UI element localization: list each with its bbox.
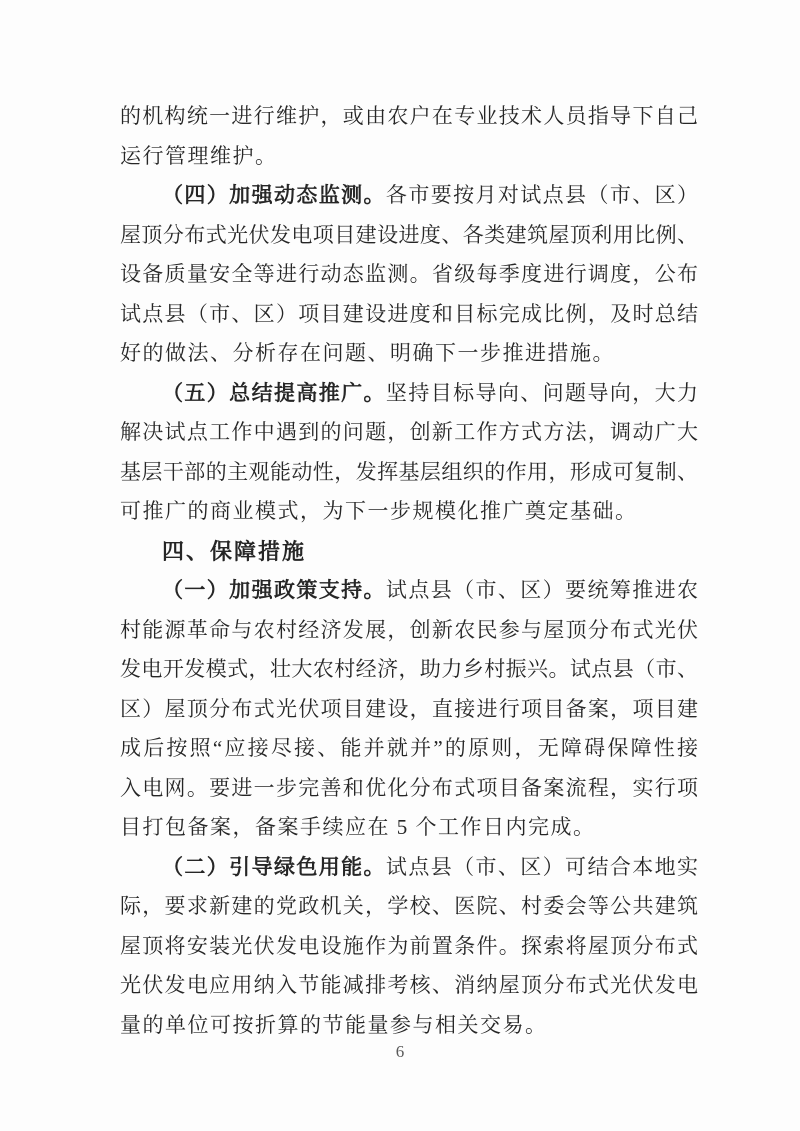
text-line — [120, 887, 698, 927]
body-text: 光伏发电应用纳入节能减排考核、消纳屋顶分布式光伏发电 — [120, 973, 698, 997]
emphasis-text: （二）引导绿色用能。 — [162, 854, 386, 879]
body-text: 设备质量安全等进行动态监测。省级每季度进行调度，公布 — [120, 262, 698, 286]
body-text: 试点县（市、区）可结合本地实 — [385, 854, 699, 879]
text-line — [120, 848, 698, 888]
text-line — [120, 453, 698, 493]
text-line — [120, 413, 698, 453]
text-line — [120, 927, 698, 967]
text-line — [120, 1006, 698, 1046]
body-text: 屋顶将安装光伏发电设施作为前置条件。探索将屋顶分布式 — [120, 933, 698, 958]
page-number: 6 — [395, 1042, 405, 1061]
text-line — [120, 255, 698, 295]
text-line — [120, 492, 698, 532]
text-line — [120, 374, 698, 414]
text-line — [120, 571, 698, 611]
body-text: 成后按照“应接尽接、能并就并”的原则，无障碍保障性接 — [120, 736, 698, 760]
body-text: 基层干部的主观能动性，发挥基层组织的作用，形成可复制、 — [120, 459, 698, 484]
emphasis-text: 四、保障措施 — [162, 538, 307, 564]
text-line — [120, 966, 698, 1006]
emphasis-text: （四）加强动态监测。 — [162, 183, 386, 207]
section-heading — [120, 532, 698, 572]
emphasis-text: （五）总结提高推广。 — [162, 380, 386, 405]
body-text: 各市要按月对试点县（市、区） — [385, 183, 699, 207]
text-line — [120, 611, 698, 651]
text-line — [120, 808, 698, 848]
body-text: 目打包备案，备案手续应在 5 个工作日内完成。 — [120, 815, 596, 839]
body-text: 发电开发模式，壮大农村经济，助力乡村振兴。试点县（市、 — [120, 657, 698, 681]
body-text: 屋顶分布式光伏发电项目建设进度、各类建筑屋顶利用比例、 — [120, 222, 698, 247]
emphasis-text: （一）加强政策支持。 — [162, 578, 386, 602]
body-text: 区）屋顶分布式光伏项目建设，直接进行项目备案，项目建 — [120, 696, 698, 721]
text-line — [120, 769, 698, 809]
body-text: 试点县（市、区）要统筹推进农 — [385, 578, 699, 602]
text-line — [120, 137, 698, 177]
body-text: 的机构统一进行维护，或由农户在专业技术人员指导下自己 — [120, 104, 698, 128]
text-line — [120, 334, 698, 374]
text-line — [120, 295, 698, 335]
body-text: 坚持目标导向、问题导向，大力 — [385, 380, 699, 405]
body-text: 可推广的商业模式，为下一步规模化推广奠定基础。 — [120, 499, 638, 523]
text-line — [120, 690, 698, 730]
body-text: 好的做法、分析存在问题、明确下一步推进措施。 — [120, 341, 615, 365]
body-text: 量的单位可按折算的节能量参与相关交易。 — [120, 1012, 548, 1037]
body-text: 试点县（市、区）项目建设进度和目标完成比例，及时总结 — [120, 301, 698, 326]
text-line — [120, 216, 698, 256]
body-text: 入电网。要进一步完善和优化分布式项目备案流程，实行项 — [120, 775, 698, 800]
body-text: 运行管理维护。 — [120, 143, 278, 168]
text-line — [120, 97, 698, 137]
body-text: 际，要求新建的党政机关，学校、医院、村委会等公共建筑 — [120, 894, 698, 918]
text-line — [120, 650, 698, 690]
document-body — [120, 97, 698, 1045]
text-line — [120, 729, 698, 769]
body-text: 解决试点工作中遇到的问题，创新工作方式方法，调动广大 — [120, 420, 698, 444]
text-line — [120, 176, 698, 216]
body-text: 村能源革命与农村经济发展，创新农民参与屋顶分布式光伏 — [120, 617, 698, 642]
